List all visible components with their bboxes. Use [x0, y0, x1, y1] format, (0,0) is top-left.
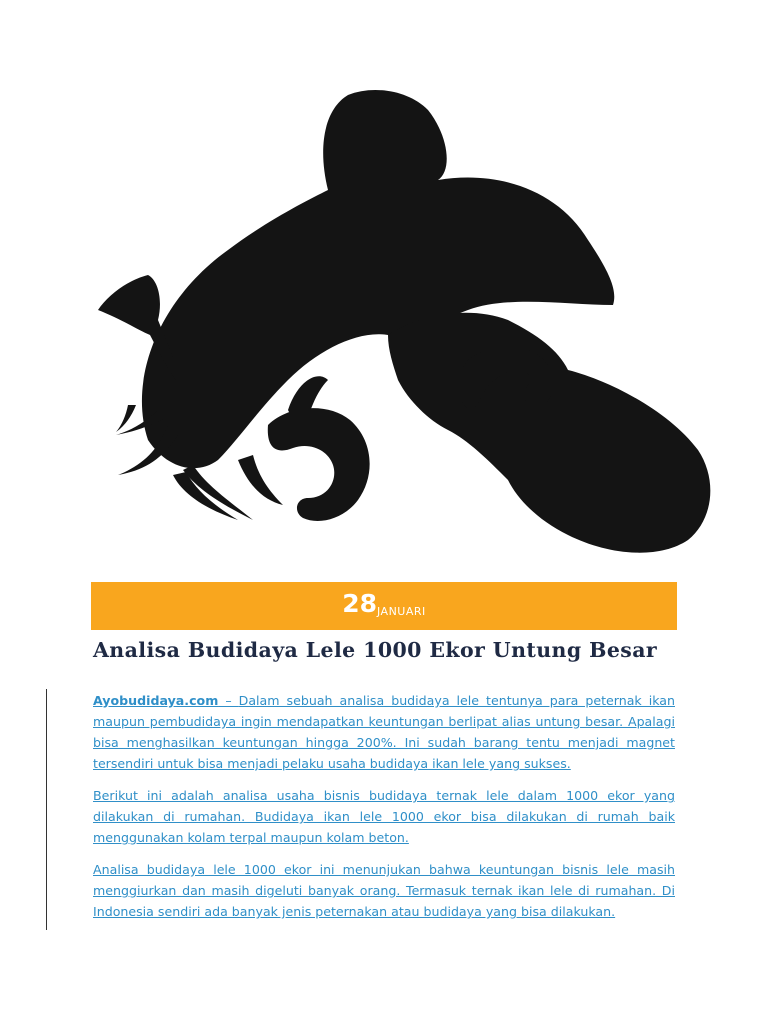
date-banner — [91, 582, 677, 630]
catfish-silhouette-icon — [88, 80, 718, 570]
left-divider — [46, 689, 47, 930]
lead-separator: – — [218, 693, 239, 708]
paragraph-2[interactable]: Berikut ini adalah analisa usaha bisnis budidaya ternak lele dalam 1000 ekor yang dilakukan di rumahan. Budidaya ikan lele 1000 ekor bisa dilakukan di rumah baik menggunakan kolam terpal maupun kolam beton. — [93, 788, 675, 845]
paragraph-3[interactable]: Analisa budidaya lele 1000 ekor ini menunjukan bahwa keuntungan bisnis lele masih menggiurkan dan masih digeluti banyak orang. Termasuk ternak ikan lele di rumahan. Di Indonesia sendiri ada banyak jenis peternakan atau budidaya yang bisa dilakukan. — [93, 862, 675, 919]
source-link[interactable]: Ayobudidaya.com — [93, 693, 219, 708]
catfish-illustration — [88, 80, 718, 570]
date-month: JANUARI — [377, 604, 426, 618]
date-day: 28 — [342, 588, 377, 618]
paragraph-1[interactable] — [93, 690, 675, 774]
article-title: Analisa Budidaya Lele 1000 Ekor Untung Besar — [93, 638, 658, 662]
paragraph-1-text: Dalam sebuah analisa budidaya lele tentunya para peternak ikan maupun pembudidaya ingin mendapatkan keuntungan berlipat alias untung besar. Apalagi bisa menghasilkan keuntungan hingga 200%. Ini sudah barang tentu menjadi magnet tersendiri untuk bisa menjadi pelaku usaha budidaya ikan lele yang sukses. — [93, 693, 675, 771]
article-body — [93, 690, 675, 933]
